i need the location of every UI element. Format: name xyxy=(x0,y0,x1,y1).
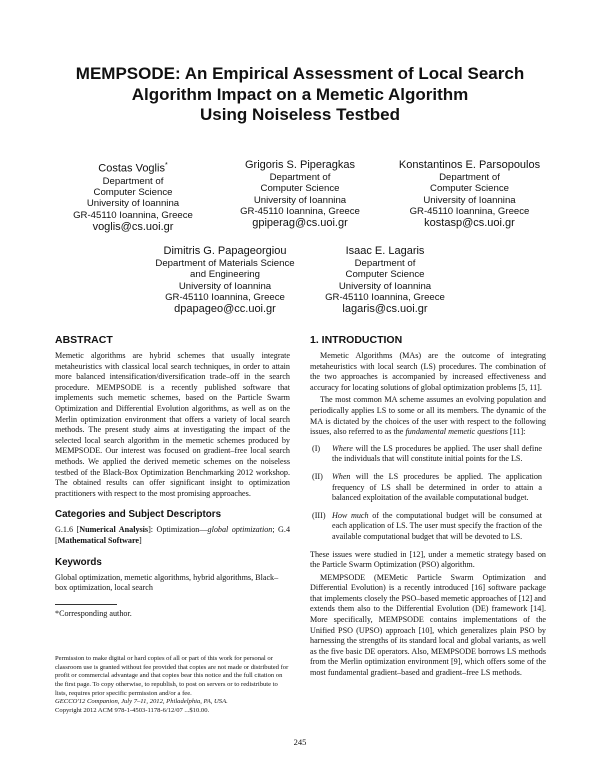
affiliation-line: and Engineering xyxy=(190,269,260,281)
left-column xyxy=(55,334,290,715)
keywords-heading: Keywords xyxy=(55,556,102,568)
conference-line: GECCO'12 Companion, July 7–11, 2012, Philadelphia, PA, USA. xyxy=(55,698,228,706)
affiliation-line: University of Ioannina xyxy=(86,198,180,210)
author-email[interactable]: voglis@cs.uoi.gr xyxy=(92,220,174,233)
author-block xyxy=(58,159,208,234)
permission-block xyxy=(55,655,290,715)
intro-paragraph: These issues were studied in [12], under a memetic strategy based on the Particle Swarm Optimization (PSO) algorithm. xyxy=(310,549,546,570)
author-block xyxy=(225,159,375,230)
affiliation-line: University of Ioannina xyxy=(253,194,347,206)
affiliation-line: Computer Science xyxy=(260,183,340,195)
copyright-line: Copyright 2012 ACM 978-1-4503-1178-6/12/07 ...$10.00. xyxy=(55,706,210,714)
affiliation-line: Department of xyxy=(354,258,416,269)
list-item: (I) Where will the LS procedures be applied. The user shall define the individuals that will constitute initial points for the LS. xyxy=(312,443,542,464)
affiliation-line: Computer Science xyxy=(345,269,425,281)
author-email[interactable]: kostasp@cs.uoi.gr xyxy=(424,217,515,230)
author-email[interactable]: lagaris@cs.uoi.gr xyxy=(342,303,428,316)
paper-title xyxy=(40,64,560,126)
affiliation-line: GR-45110 Ioannina, Greece xyxy=(409,205,530,217)
author-email[interactable]: gpiperag@cs.uoi.gr xyxy=(252,217,348,230)
affiliation-line: University of Ioannina xyxy=(423,194,516,206)
affiliation-line: Computer Science xyxy=(93,186,173,198)
list-item: (II) When will the LS procedures be applied. The application frequency of LS shall be determined in order to attain a balanced exploitation of the available computational budget. xyxy=(312,471,542,503)
author-name: Costas Voglis* xyxy=(98,162,168,175)
author-name: Dimitris G. Papageorgiou xyxy=(163,245,287,257)
affiliation-line: GR-45110 Ioannina, Greece xyxy=(165,291,285,303)
author-block xyxy=(382,159,557,230)
author-name: Isaac E. Lagaris xyxy=(345,245,425,257)
affiliation-line: GR-45110 Ioannina, Greece xyxy=(240,205,360,217)
footnote: *Corresponding author. xyxy=(55,608,132,618)
title-line-1: MEMPSODE: An Empirical Assessment of Local Search xyxy=(75,64,525,83)
affiliation-line: University of Ioannina xyxy=(338,280,432,292)
affiliation-line: GR-45110 Ioannina, Greece xyxy=(325,291,445,303)
affiliation-line: University of Ioannina xyxy=(178,280,272,292)
title-line-3: Using Noiseless Testbed xyxy=(200,105,400,124)
memetic-questions-list xyxy=(310,444,546,543)
affiliation-line: Department of xyxy=(269,172,331,183)
affiliation-line: Department of xyxy=(439,172,500,183)
intro-paragraph: MEMPSODE (MEMetic Particle Swarm Optimization and Differential Evolution) is a recently introduced [16] software package that implements closely the PSO–based memetic approaches of [12] and extends them also to the Differential Evolution (DE) framework [14]. More specifically, MEMPSODE contains implementations of the Unified PSO (UPSO) approach [10], which generalizes plain PSO by harnessing the strengths of its standard local and global variants, as well as the five basic DE operators. Also, MEMPSODE borrows LS methods from the Merlin optimization environment [9], which offers some of the most fundamental gradient–based and gradient–free LS methods. xyxy=(310,572,546,678)
list-item: (III) How much of the computational budget will be consumed at each application of LS. The user must specify the fraction of the available computational budget that will be devoted to LS. xyxy=(312,510,542,541)
author-name: Grigoris S. Piperagkas xyxy=(244,159,356,171)
page-number: 245 xyxy=(293,737,307,747)
title-line-2: Algorithm Impact on a Memetic Algorithm xyxy=(131,84,469,104)
intro-paragraph: The most common MA scheme assumes an evolving population and periodically applies LS to some or all its members. The dynamic of the MA is dictated by the choices of the user with respect to the following issues, also referred to as the fundamental memetic questions [11]: xyxy=(310,395,546,437)
categories-text: G.1.6 [Numerical Analysis]: Optimization—global optimization; G.4 [Mathematical Software] xyxy=(55,525,290,545)
abstract-heading: ABSTRACT xyxy=(55,334,113,346)
footnote-rule xyxy=(55,604,117,605)
affiliation-line: Department of Materials Science xyxy=(155,258,295,269)
affiliation-line: Computer Science xyxy=(430,183,509,195)
right-column xyxy=(310,334,546,679)
categories-heading: Categories and Subject Descriptors xyxy=(55,509,222,521)
permission-text: Permission to make digital or hard copies of all or part of this work for personal or classroom use is granted without fee provided that copies are not made or distributed for profit or commercial advantage and that copies bear this notice and the full citation on the first page. To copy otherwise, to republish, to post on servers or to redistribute to lists, requires prior specific permission and/or a fee. xyxy=(55,655,289,697)
affiliation-line: Department of xyxy=(102,175,164,187)
author-block xyxy=(310,245,460,316)
intro-paragraph: Memetic Algorithms (MAs) are the outcome of integrating metaheuristics with local search (LS) procedures. The combination of the two approaches is accompanied by increased effectiveness and accuracy for locating solutions of global optimization problems [5, 11]. xyxy=(310,351,546,392)
introduction-heading: 1. INTRODUCTION xyxy=(310,334,403,346)
corresponding-mark: * xyxy=(164,162,168,169)
abstract-text: Memetic algorithms are hybrid schemes that usually integrate metaheuristics with classical local search techniques, in order to attain more balanced intensification/diversification trade–off in the search procedure. MEMPSODE is a recently published software that implements such memetic schemes, based on the Particle Swarm Optimization and Differential Evolution algorithms, as well as on the Merlin optimization environment that offers a variety of local search methods. The present study aims at investigating the impact of the selected local search algorithm in the memetic schemes produced by MEMPSODE. Our interest was focused on gradient–free local search methods. We applied the derived memetic schemes on the noiseless testbed of the Black-Box Optimization Benchmarking 2012 workshop. The obtained results can offer significant insight to optimization practitioners with respect to the most promising approaches. xyxy=(55,351,290,498)
author-block xyxy=(140,245,310,316)
keywords-text: Global optimization, memetic algorithms, hybrid algorithms, Black–box optimization, local search xyxy=(55,572,279,593)
author-email[interactable]: dpapageo@cc.uoi.gr xyxy=(174,303,276,316)
affiliation-line: GR-45110 Ioannina, Greece xyxy=(73,209,193,221)
author-name: Konstantinos E. Parsopoulos xyxy=(398,159,541,171)
